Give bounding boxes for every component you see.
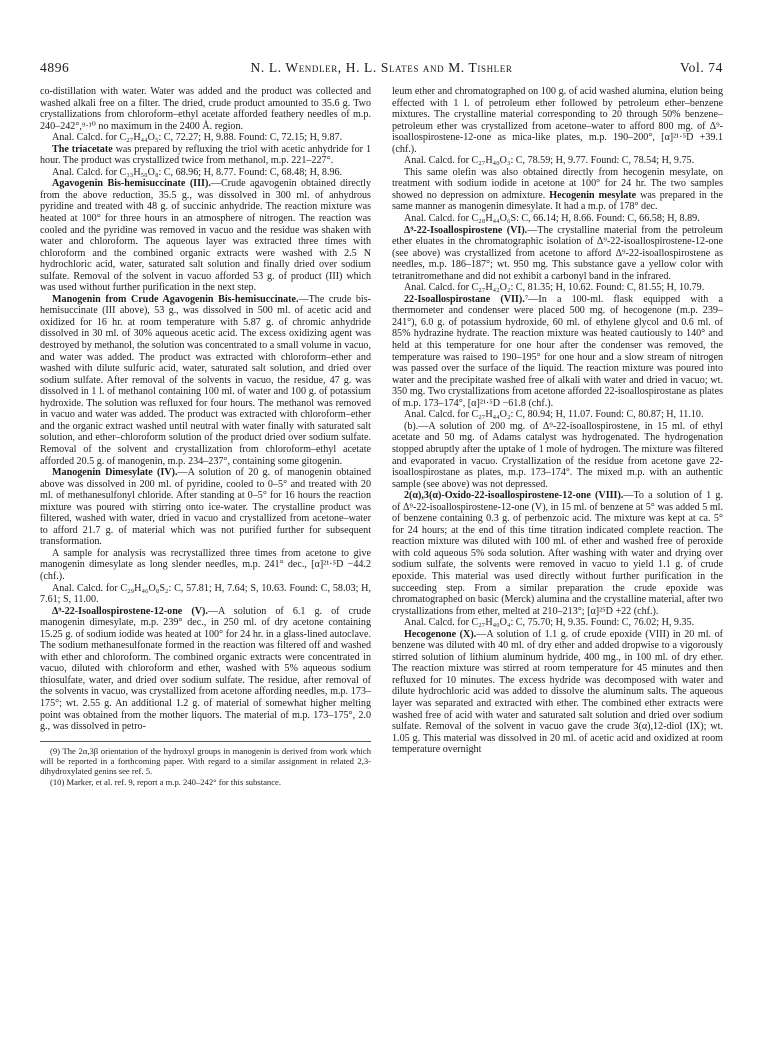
analysis-line: Anal. Calcd. for C₂₉H₄₆O₈S₂: C, 57.81; H, 7.64; S, 10.63. Found: C, 58.03; H, 7.61; S, 11.00. xyxy=(40,582,371,606)
analysis-line: Anal. Calcd. for C₂₇H₄₀O₃: C, 78.59; H, 9.77. Found: C, 78.54; H, 9.75. xyxy=(404,155,695,167)
paragraph-text: —The crude bis-hemisuccinate (III above), 53 g., was dissolved in 500 ml. of acetic acid and oxidized for 16 hr. at room temperature with 5.87 g. of chromic anhydride dissolved in 30 ml. of 30% aqueous acetic acid. The excess oxidizing agent was destroyed by methanol, the solution was concentrated to a small volume in vacuo, and water was added. The product was extracted with chloroform–ether and washed with dilute sulfuric acid, water, saturated salt solution, and dried over sodium sulfate. After removal of the solvents in vacuo, the residue, 47 g. was dissolved in 1 l. of methanol containing 100 ml. of water and 100 g. of potassium hydroxide. The solution was refluxed for four hours. The methanol was removed in vacuo and water was added. The product was extracted with chloroform–ether and the organic extract washed until neutral with water finally with saturated salt solution, and ether–chloroform solution of the product dried over sodium sulfate. Removal of the solvent and crystallization from chloroform–ethyl acetate afforded 20.5 g. of manogenin, m.p. 234–237°, containing some gitogenin. xyxy=(40,293,371,467)
paragraph xyxy=(392,490,723,617)
paragraph-text: —Crude agavogenin obtained directly from the above reduction, 35.5 g., was dissolved in 300 ml. of anhydrous pyridine and treated with 48 g. of succinic anhydride. The reaction mixture was heated at 100° for three hours in an atmosphere of nitrogen. The reaction was cooled and the pyridine was removed in vacuo and the residue was shaken with water and chloroform. The aqueous layer was extracted three times with chloroform and the combined organic extracts were washed with 2.5 N hydrochloric acid, water, saturated salt solution and finally dried over sodium sulfate. Removal of the solvent in vacuo afforded 53 g. of product (III) which was used without further purification in the next step. xyxy=(40,178,371,294)
left-column xyxy=(40,86,371,1050)
right-column xyxy=(392,86,723,1050)
paragraph-text: was prepared by refluxing the triol with acetic anhydride for 1 hour. The product was crystallized twice from methanol, m.p. 221–227°. xyxy=(40,143,371,167)
analysis-line: Anal. Calcd. for C₂₇H₄₄O₅: C, 72.27; H, 9.88. Found: C, 72.15; H, 9.87. xyxy=(52,132,343,144)
page-number: 4896 xyxy=(40,60,70,75)
footnote-9: (9) The 2α,3β orientation of the hydroxyl groups in manogenin is derived from work which will be reported in a forthcoming paper. With regard to a similar assignment in related 2,3-dihydroxylated genins see ref. 5. xyxy=(40,745,371,777)
paragraph-text: —To a solution of 1 g. of Δ⁹-22-isoallospirostene-12-one (V), in 15 ml. of benzene at 5° was added 5 ml. of benzene containing 0.3 g. of perbenzoic acid. The mixture was kept at ca. 5° for 24 hours; at the end of this time titration indicated complete reaction. The reaction mixture was diluted with 100 ml. of ether and washed free of peroxide with cold aqueous 5% soda solution. After washing with water and drying over sodium sulfate, the solvents were removed in vacuo to yield 1.1 g. of crude epoxide. This material was used directly without further purification in the succeeding step. From a similar preparation the crude epoxide was chromatographed on basic (Merck) alumina and the crystalline material, after two crystallizations from ether, melted at 210–213°; [α]²⁵D +22 (chf.). xyxy=(392,490,723,617)
analysis-line: Anal. Calcd. for C₂₈H₄₄O₆S: C, 66.14; H, 8.66. Found: C, 66.58; H, 8.89. xyxy=(404,213,700,225)
paragraph xyxy=(392,294,723,409)
paragraph-text: —A solution of 20 g. of manogenin obtained above was dissolved in 200 ml. of pyridine, cooled to 0–5° and treated with 20 ml. of methanesulfonyl chloride. After standing at 0–5° for 16 hours the reaction mixture was poured with stirring onto ice-water. The crystalline product was filtered, washed with water, dried in vacuo and crystallized from acetone–water to afford 21.7 g. of material which was not purified further for subsequent transformation. xyxy=(40,467,371,548)
volume-label: Vol. 74 xyxy=(680,60,723,75)
section-heading: Hecogenone (X). xyxy=(404,628,477,640)
section-heading: Δ⁹-22-Isoallospirostene (VI). xyxy=(404,224,528,236)
paragraph-text: —The crystalline material from the petroleum ether eluates in the chromatographic isolation of Δ⁹-22-isoallospirostene-12-one (see above) was crystallized from acetone to afford Δ⁹-22-isoallospirostene as needles, m.p. 186–187°; wt. 950 mg. This substance gave a yellow color with tetranitromethane and did not exhibit a carbonyl band in the infrared. xyxy=(392,224,723,282)
paragraph xyxy=(40,144,371,167)
paragraph xyxy=(40,178,371,293)
inline-heading: Hecogenin mesylate xyxy=(549,189,637,201)
analysis-line: Anal. Calcd. for C₂₇H₄₀O₄: C, 75.70; H, 9.35. Found: C, 76.02; H, 9.35. xyxy=(404,617,695,629)
paragraph xyxy=(40,294,371,467)
footnote-10: (10) Marker, et al. ref. 9, report a m.p. 240–242° for this substance. xyxy=(50,776,281,787)
paragraph: A sample for analysis was recrystallized three times from acetone to give manogenin dimesylate as long slender needles, m.p. 241° dec., [α]²¹·⁵D −44.2 (chf.). xyxy=(40,547,371,582)
paragraph xyxy=(392,629,723,756)
section-heading: 22-Isoallospirostane (VII). xyxy=(404,293,525,305)
paragraph xyxy=(392,225,723,283)
paragraph-text: ⁷—In a 100-ml. flask equipped with a thermometer and condenser were placed 500 mg. of hecogenone (m.p. 239–241°), 6.0 g. of potassium hydroxide, 60 ml. of ethylene glycol and 0.6 ml. of 85% hydrazine hydrate. The reaction mixture was heated cautiously to 140° and held at this temperature for one hour after the condenser was removed, the temperature was raised to 190–195° for one hour and a slow stream of nitrogen was passed over the surface of the liquid. The reaction mixture was poured into water and the precipitate washed free of alkali with water and dried in vacuo; wt. 350 mg. Two crystallizations from acetone afforded 22-isoallospirostane as plates of m.p. 173–174°, [α]²¹·⁵D −61.8 (chf.). xyxy=(392,293,723,409)
paragraph xyxy=(392,167,723,213)
section-heading: Manogenin from Crude Agavogenin Bis-hemisuccinate. xyxy=(52,293,299,305)
analysis-line: Anal. Calcd. for C₂₇H₄₄O₂: C, 80.94; H, 11.07. Found: C, 80.87; H, 11.10. xyxy=(404,409,704,421)
paragraph: (b).—A solution of 200 mg. of Δ⁹-22-isoallospirostene, in 15 ml. of ethyl acetate and 50 mg. of Adams catalyst was hydrogenated. The hydrogenation stopped abruptly after the uptake of 1 mole of hydrogen. The mixture was filtered and evaporated in vacuo. Crystallization of the residue from acetone gave 22-isoallospirostane as plates, m.p. 173–174°. The mixed m.p. with an authentic sample (see above) was not depressed. xyxy=(392,420,723,490)
section-heading: Manogenin Dimesylate (IV). xyxy=(52,467,178,479)
paragraph-text: This same olefin was also obtained directly from hecogenin mesylate, on treatment with sodium iodide in acetone at 100° for 24 hr. The two samples showed no depression on admixture. xyxy=(392,166,723,201)
paragraph-text: —A solution of 6.1 g. of crude manogenin dimesylate, m.p. 239° dec., in 250 ml. of dry acetone containing 15.25 g. of sodium iodide was heated at 100° for 24 hr. in a glass-lined autoclave. The sodium methanesulfonate formed in the reaction was filtered off and washed with ether and chloroform. The combined organic extracts were concentrated in vacuo, diluted with chloroform and ether, washed with 5% aqueous sodium thiosulfate, water, and dried over sodium sulfate. The residue, after removal of the solvents in vacuo, was crystallized from acetone affording needles, m.p. 173–175°; wt. 2.55 g. An additional 1.2 g. of material of somewhat higher melting point was obtained from the mother liquors. The material of m.p. 173–175°, 2.0 g., was dissolved in petro- xyxy=(40,605,371,733)
section-heading: The triacetate xyxy=(52,143,113,155)
text-columns xyxy=(40,86,723,1050)
paragraph xyxy=(40,467,371,548)
section-heading: Δ⁹-22-Isoallospirostene-12-one (V). xyxy=(52,605,208,617)
paragraph-text: was prepared in the same manner as manogenin dimesylate. It had a m.p. of 178° dec. xyxy=(392,189,723,213)
analysis-line: Anal. Calcd. for C₂₇H₄₂O₂: C, 81.35; H, 10.62. Found: C, 81.55; H, 10.79. xyxy=(404,282,705,294)
author-line: N. L. Wendler, H. L. Slates and M. Tishler xyxy=(250,60,513,75)
paragraph xyxy=(40,606,371,733)
section-heading: Agavogenin Bis-hemisuccinate (III). xyxy=(52,178,211,190)
running-head xyxy=(40,60,723,78)
paragraph-text: —A solution of 1.1 g. of crude epoxide (VIII) in 20 ml. of benzene was diluted with 40 ml. of dry ether and added dropwise to a vigorously stirred solution of lithium aluminum hydride, 400 mg., in 100 ml. of dry ether. The reaction mixture was stirred at room temperature for 45 minutes and then refluxed for 10 minutes. The excess hydride was decomposed with water and dilute hydrochloric acid was added to dissolve the aluminum salts. The aqueous layer was separated and extracted with ether. The combined ether extracts were washed free of acid with water and saturated salt solution and dried over sodium sulfate. Removal of the solvent in vacuo gave the crude 3(α),12-diol (IX); wt. 1.05 g. This material was dissolved in 20 ml. of acetic acid and oxidized at room temperature overnight xyxy=(392,628,723,756)
paragraph: leum ether and chromatographed on 100 g. of acid washed alumina, elution being effected with 1 l. of petroleum ether followed by petroleum ether–benzene mixtures. The crystalline material corresponding to 20 through 50% benzene–petroleum ether was crystallized from acetone–water to afford 800 mg. of Δ⁹-isoallospirostene-12-one as mica-like plates, m.p. 190–200°, [α]²¹·⁵D +39.1 (chf.). xyxy=(392,86,723,155)
analysis-line: Anal. Calcd. for C₃₃H₅₀O₈: C, 68.96; H, 8.77. Found: C, 68.48; H, 8.96. xyxy=(52,166,343,178)
section-heading: 2(α),3(α)-Oxido-22-isoallospirostene-12-one (VIII). xyxy=(404,490,624,502)
paragraph: co-distillation with water. Water was added and the product was collected and washed alkali free on a filter. The dried, crude product amounted to 35.6 g. Two crystallizations from chloroform–ethyl acetate afforded feathery needles of m.p. 240–242°,⁹·¹⁰ no maximum in the 2400 Å. region. xyxy=(40,86,371,132)
footnotes xyxy=(40,741,371,788)
